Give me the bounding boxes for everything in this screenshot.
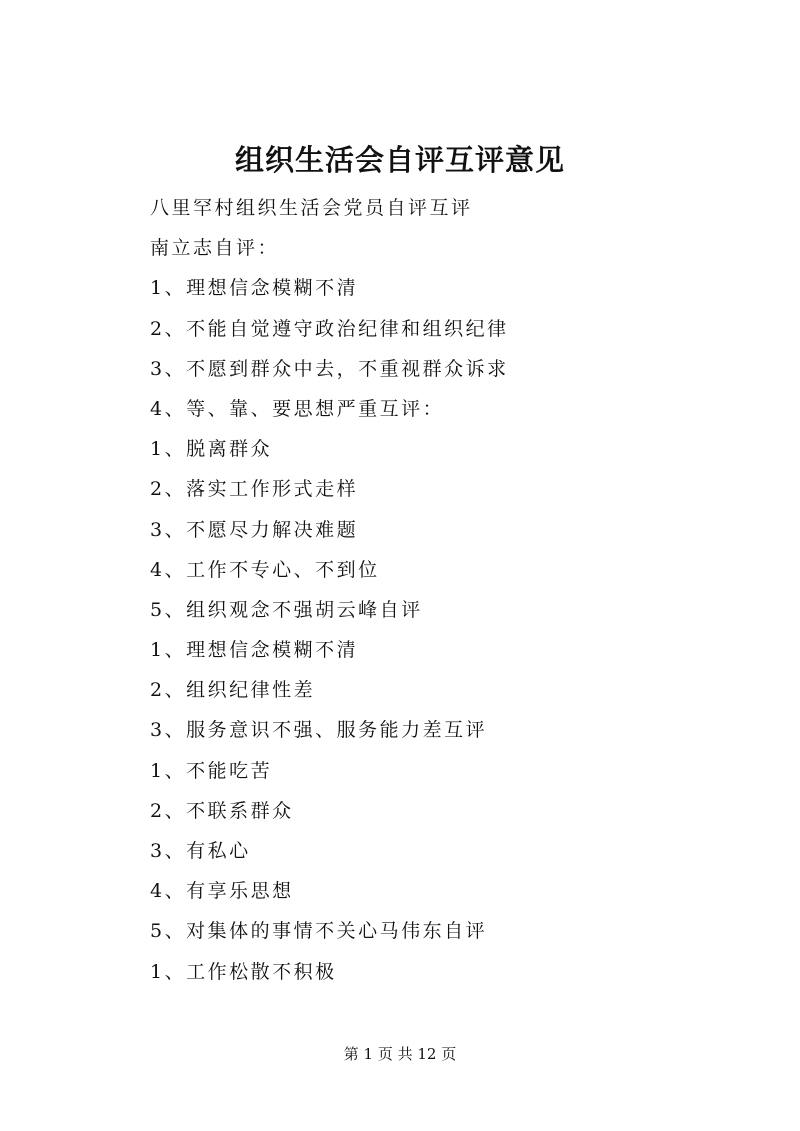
text-line: 4、工作不专心、不到位 bbox=[150, 558, 380, 581]
text-line: 5、组织观念不强胡云峰自评 bbox=[150, 598, 423, 621]
text-line: 4、等、靠、要思想严重互评： bbox=[150, 397, 445, 420]
text-line: 3、服务意识不强、服务能力差互评 bbox=[150, 719, 488, 742]
text-line: 2、组织纪律性差 bbox=[150, 679, 316, 702]
page-number-footer: 第 1 页 共 12 页 bbox=[343, 1045, 457, 1063]
document-title: 组织生活会自评互评意见 bbox=[234, 143, 565, 177]
text-line: 5、对集体的事情不关心马伟东自评 bbox=[150, 920, 488, 943]
text-line: 2、落实工作形式走样 bbox=[150, 478, 359, 501]
text-line: 3、不愿到群众中去，不重视群众诉求 bbox=[150, 357, 509, 380]
text-line: 4、有享乐思想 bbox=[150, 880, 294, 903]
text-line: 3、有私心 bbox=[150, 840, 251, 862]
document-body bbox=[150, 188, 770, 992]
text-line: 1、不能吃苦 bbox=[150, 759, 273, 782]
text-line: 南立志自评： bbox=[150, 237, 280, 260]
text-line: 1、理想信念模糊不清 bbox=[150, 277, 359, 300]
text-line: 八里罕村组织生活会党员自评互评 bbox=[150, 197, 473, 219]
text-line: 2、不能自觉遵守政治纪律和组织纪律 bbox=[150, 317, 509, 340]
text-line: 2、不联系群众 bbox=[150, 799, 294, 822]
text-line: 1、工作松散不积极 bbox=[150, 960, 337, 983]
text-line: 1、脱离群众 bbox=[150, 438, 273, 461]
text-line: 1、理想信念模糊不清 bbox=[150, 639, 359, 662]
text-line: 3、不愿尽力解决难题 bbox=[150, 518, 359, 541]
